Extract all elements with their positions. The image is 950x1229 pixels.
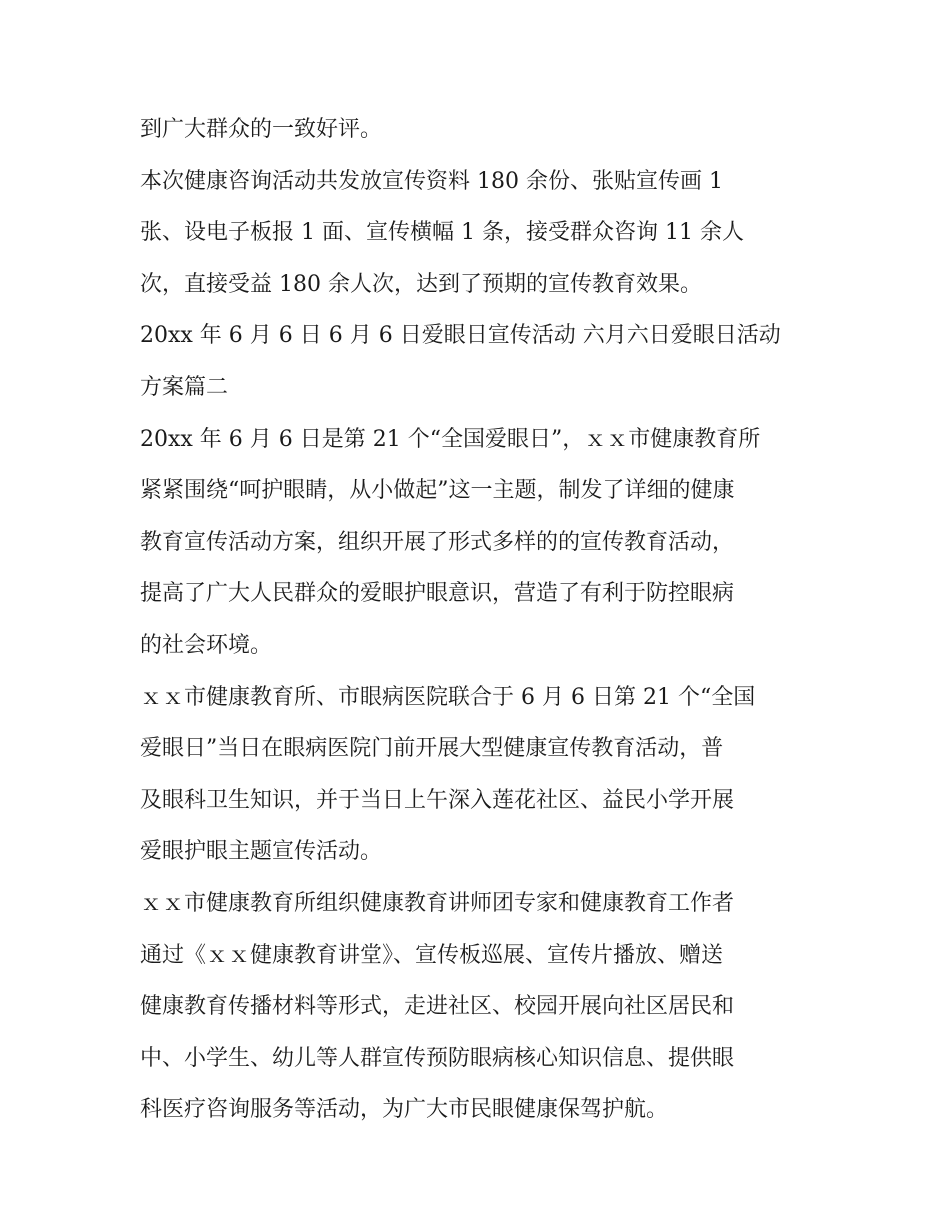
text-line: 中、小学生、幼儿等人群宣传预防眼病核心知识信息、提供眼: [140, 1045, 735, 1071]
text-line: ｘｘ市健康教育所组织健康教育讲师团专家和健康教育工作者: [140, 890, 735, 916]
text-line: 通过《ｘｘ健康教育讲堂》、宣传板巡展、宣传片播放、赠送: [140, 942, 724, 968]
text-line: 爱眼护眼主题宣传活动。: [140, 839, 383, 865]
text-line: 的社会环境。: [140, 632, 273, 658]
text-line: 本次健康咨询活动共发放宣传资料 180 余份、张贴宣传画 1: [140, 168, 723, 194]
text-line: 张、设电子板报 1 面、宣传横幅 1 条，接受群众咨询 11 余人: [140, 220, 744, 246]
text-line: 20xx 年 6 月 6 日是第 21 个“全国爱眼日”，ｘｘ市健康教育所: [140, 426, 761, 452]
text-line: 次，直接受益 180 余人次，达到了预期的宣传教育效果。: [140, 271, 702, 297]
text-line: 及眼科卫生知识，并于当日上午深入莲花社区、益民小学开展: [140, 787, 735, 813]
text-line: ｘｘ市健康教育所、市眼病医院联合于 6 月 6 日第 21 个“全国: [140, 684, 756, 710]
text-line: 科医疗咨询服务等活动，为广大市民眼健康保驾护航。: [140, 1097, 669, 1123]
text-line: 教育宣传活动方案，组织开展了形式多样的的宣传教育活动，: [140, 529, 735, 555]
section-heading-line: 20xx 年 6 月 6 日 6 月 6 日爱眼日宣传活动 六月六日爱眼日活动: [140, 323, 781, 349]
section-heading-line: 方案篇二: [140, 374, 229, 400]
text-line: 提高了广大人民群众的爱眼护眼意识，营造了有利于防控眼病: [140, 581, 735, 607]
text-line: 到广大群众的一致好评。: [140, 117, 383, 142]
text-line: 健康教育传播材料等形式，走进社区、校园开展向社区居民和: [140, 994, 735, 1020]
text-line: 紧紧围绕“呵护眼睛，从小做起”这一主题，制发了详细的健康: [140, 478, 735, 504]
text-line: 爱眼日”当日在眼病医院门前开展大型健康宣传教育活动，普: [140, 736, 724, 762]
document-body: [140, 104, 820, 1136]
